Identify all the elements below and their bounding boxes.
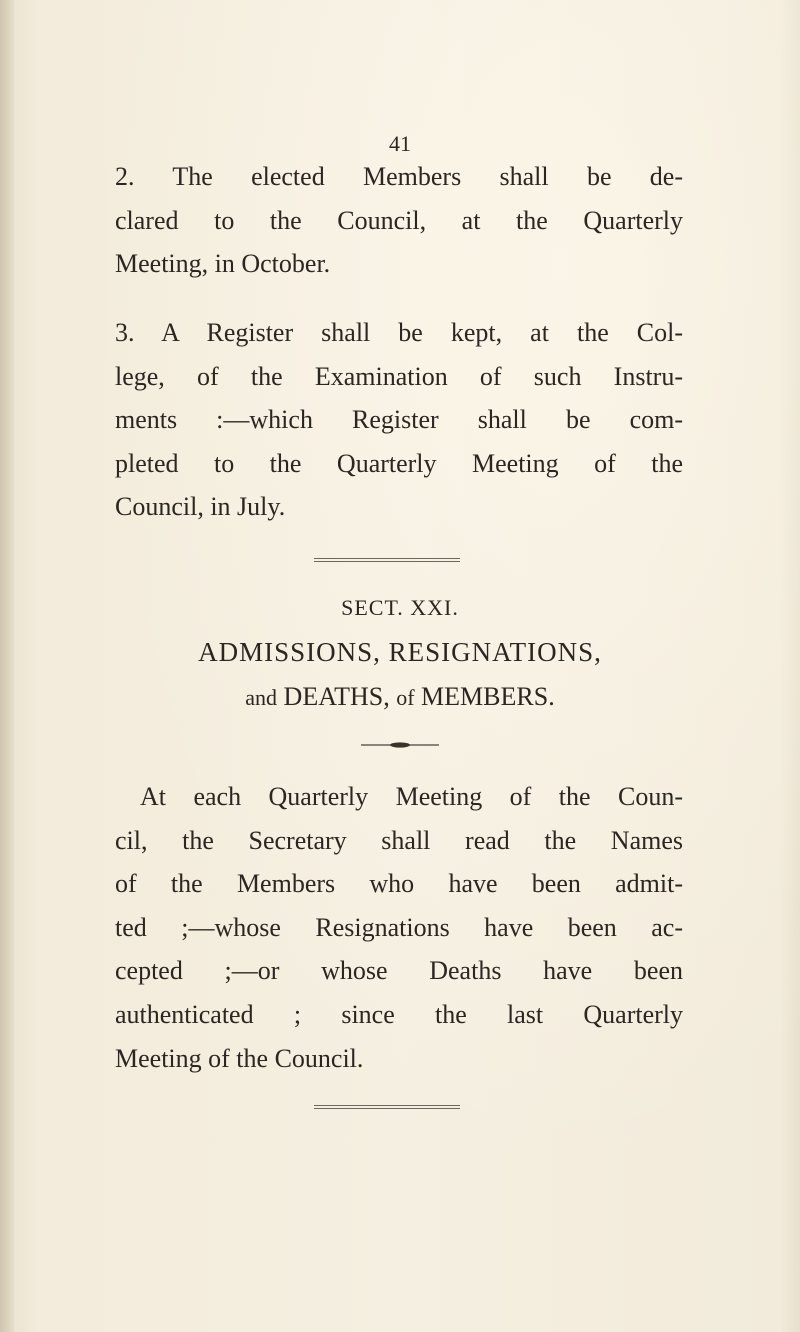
heading-word-and: and [245,685,278,710]
double-rule-divider-bottom [314,1105,460,1109]
text-line: pleted to the Quarterly Meeting of the [115,448,683,478]
text-line: cil, the Secretary shall read the Names [115,825,683,855]
paragraph-body [115,775,683,1080]
text-line: authenticated ; since the last Quarterly [115,999,683,1029]
paragraph-3 [115,311,683,529]
text-line: clared to the Council, at the Quarterly [115,205,683,235]
text-line: ments :—which Register shall be com- [115,405,683,435]
page-number: 41 [389,131,411,156]
section-heading-line2 [0,682,800,712]
paragraph-2 [115,155,683,286]
heading-word-members: MEMBERS. [421,682,555,711]
double-rule-divider [314,558,460,562]
heading-word-of: of [396,685,415,710]
text-line: cepted ;—or whose Deaths have been [115,956,683,986]
section-number: SECT. XXI. [341,595,459,620]
text-line: Meeting of the Council. [115,1043,364,1073]
text-line: 2. The elected Members shall be de- [115,162,683,191]
text-line: ted ;—whose Resignations have been ac- [115,912,683,942]
text-line: of the Members who have been admit- [115,869,683,899]
section-heading-line1: ADMISSIONS, RESIGNATIONS, [198,637,602,667]
text-line: At each Quarterly Meeting of the Coun- [140,782,683,811]
heading-word-deaths: DEATHS, [283,682,390,711]
text-line: Meeting, in October. [115,249,331,279]
text-line: 3. A Register shall be kept, at the Col- [115,318,683,347]
ornament-divider-icon [361,741,439,749]
text-line: Council, in July. [115,492,286,522]
text-line: lege, of the Examination of such Instru- [115,361,683,391]
